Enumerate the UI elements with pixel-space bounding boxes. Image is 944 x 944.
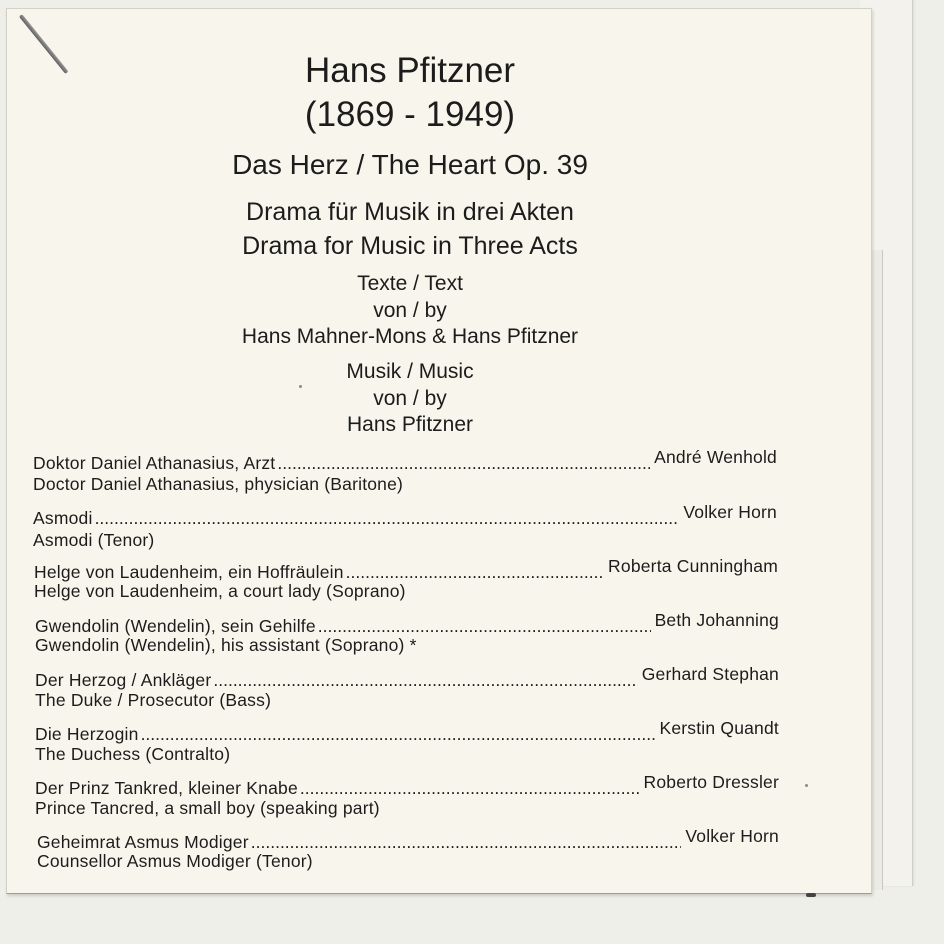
cast-role-german: [33, 502, 777, 529]
role-name-de: Geheimrat Asmus Modiger: [37, 832, 249, 852]
role-name-de: Doktor Daniel Athanasius, Arzt: [33, 453, 276, 473]
composer-name: Hans Pfitzner: [304, 51, 516, 90]
singer-name: Volker Horn: [685, 826, 779, 846]
subtitle-english: Drama for Music in Three Acts: [242, 232, 578, 260]
role-name-de: Gwendolin (Wendelin), sein Gehilfe: [35, 616, 316, 636]
leader-dots: [346, 562, 604, 583]
cast-role-english: Helge von Laudenheim, a court lady (Soprano): [34, 581, 406, 601]
cast-role-german: [37, 826, 779, 853]
leader-dots: [300, 778, 640, 799]
singer-name: André Wenhold: [654, 447, 777, 467]
cast-role-english: Gwendolin (Wendelin), his assistant (Soprano) *: [35, 635, 417, 655]
subtitle-german: Drama für Musik in drei Akten: [246, 198, 574, 226]
role-name-de: Helge von Laudenheim, ein Hoffräulein: [34, 562, 344, 582]
leader-dots: [213, 670, 637, 691]
music-label: Musik / Music: [346, 360, 474, 383]
role-name-de: Der Herzog / Ankläger: [35, 670, 212, 690]
cast-role-english: The Duke / Prosecutor (Bass): [35, 690, 272, 710]
leader-dots: [318, 616, 651, 637]
cast-role-english: Doctor Daniel Athanasius, physician (Baritone): [33, 474, 404, 494]
singer-name: Gerhard Stephan: [641, 664, 779, 684]
role-name-de: Asmodi: [33, 508, 93, 528]
dust-speck: [805, 784, 808, 787]
leader-dots: [251, 832, 682, 853]
music-composer: Hans Pfitzner: [346, 413, 474, 436]
cast-role-german: [34, 556, 778, 583]
singer-name: Roberto Dressler: [643, 772, 779, 792]
singer-name: Kerstin Quandt: [659, 718, 779, 738]
leader-dots: [277, 453, 650, 474]
cast-role-german: [35, 718, 779, 745]
work-title: Das Herz / The Heart Op. 39: [232, 149, 588, 180]
role-name-de: Der Prinz Tankred, kleiner Knabe: [35, 778, 298, 798]
composer-dates: (1869 - 1949): [304, 95, 516, 134]
text-label: Texte / Text: [357, 272, 463, 295]
music-by-label: von / by: [373, 387, 447, 410]
cast-role-english: Prince Tancred, a small boy (speaking part): [35, 798, 380, 818]
cast-role-english: Asmodi (Tenor): [33, 530, 155, 550]
text-by-label: von / by: [373, 299, 447, 322]
cast-role-german: [33, 447, 777, 474]
singer-name: Roberta Cunningham: [608, 556, 778, 576]
role-name-de: Die Herzogin: [35, 724, 139, 744]
cast-role-english: The Duchess (Contralto): [35, 744, 231, 764]
cast-role-english: Counsellor Asmus Modiger (Tenor): [37, 851, 313, 871]
cast-role-german: [35, 772, 779, 799]
singer-name: Beth Johanning: [654, 610, 779, 630]
edge-mark: [806, 893, 816, 897]
booklet-page: [6, 8, 872, 894]
leader-dots: [141, 724, 656, 745]
librettists: Hans Mahner-Mons & Hans Pfitzner: [241, 325, 579, 348]
singer-name: Volker Horn: [683, 502, 777, 522]
dust-speck: [299, 385, 302, 388]
cast-role-german: [35, 664, 779, 691]
cast-role-german: [35, 610, 779, 637]
leader-dots: [95, 508, 680, 529]
